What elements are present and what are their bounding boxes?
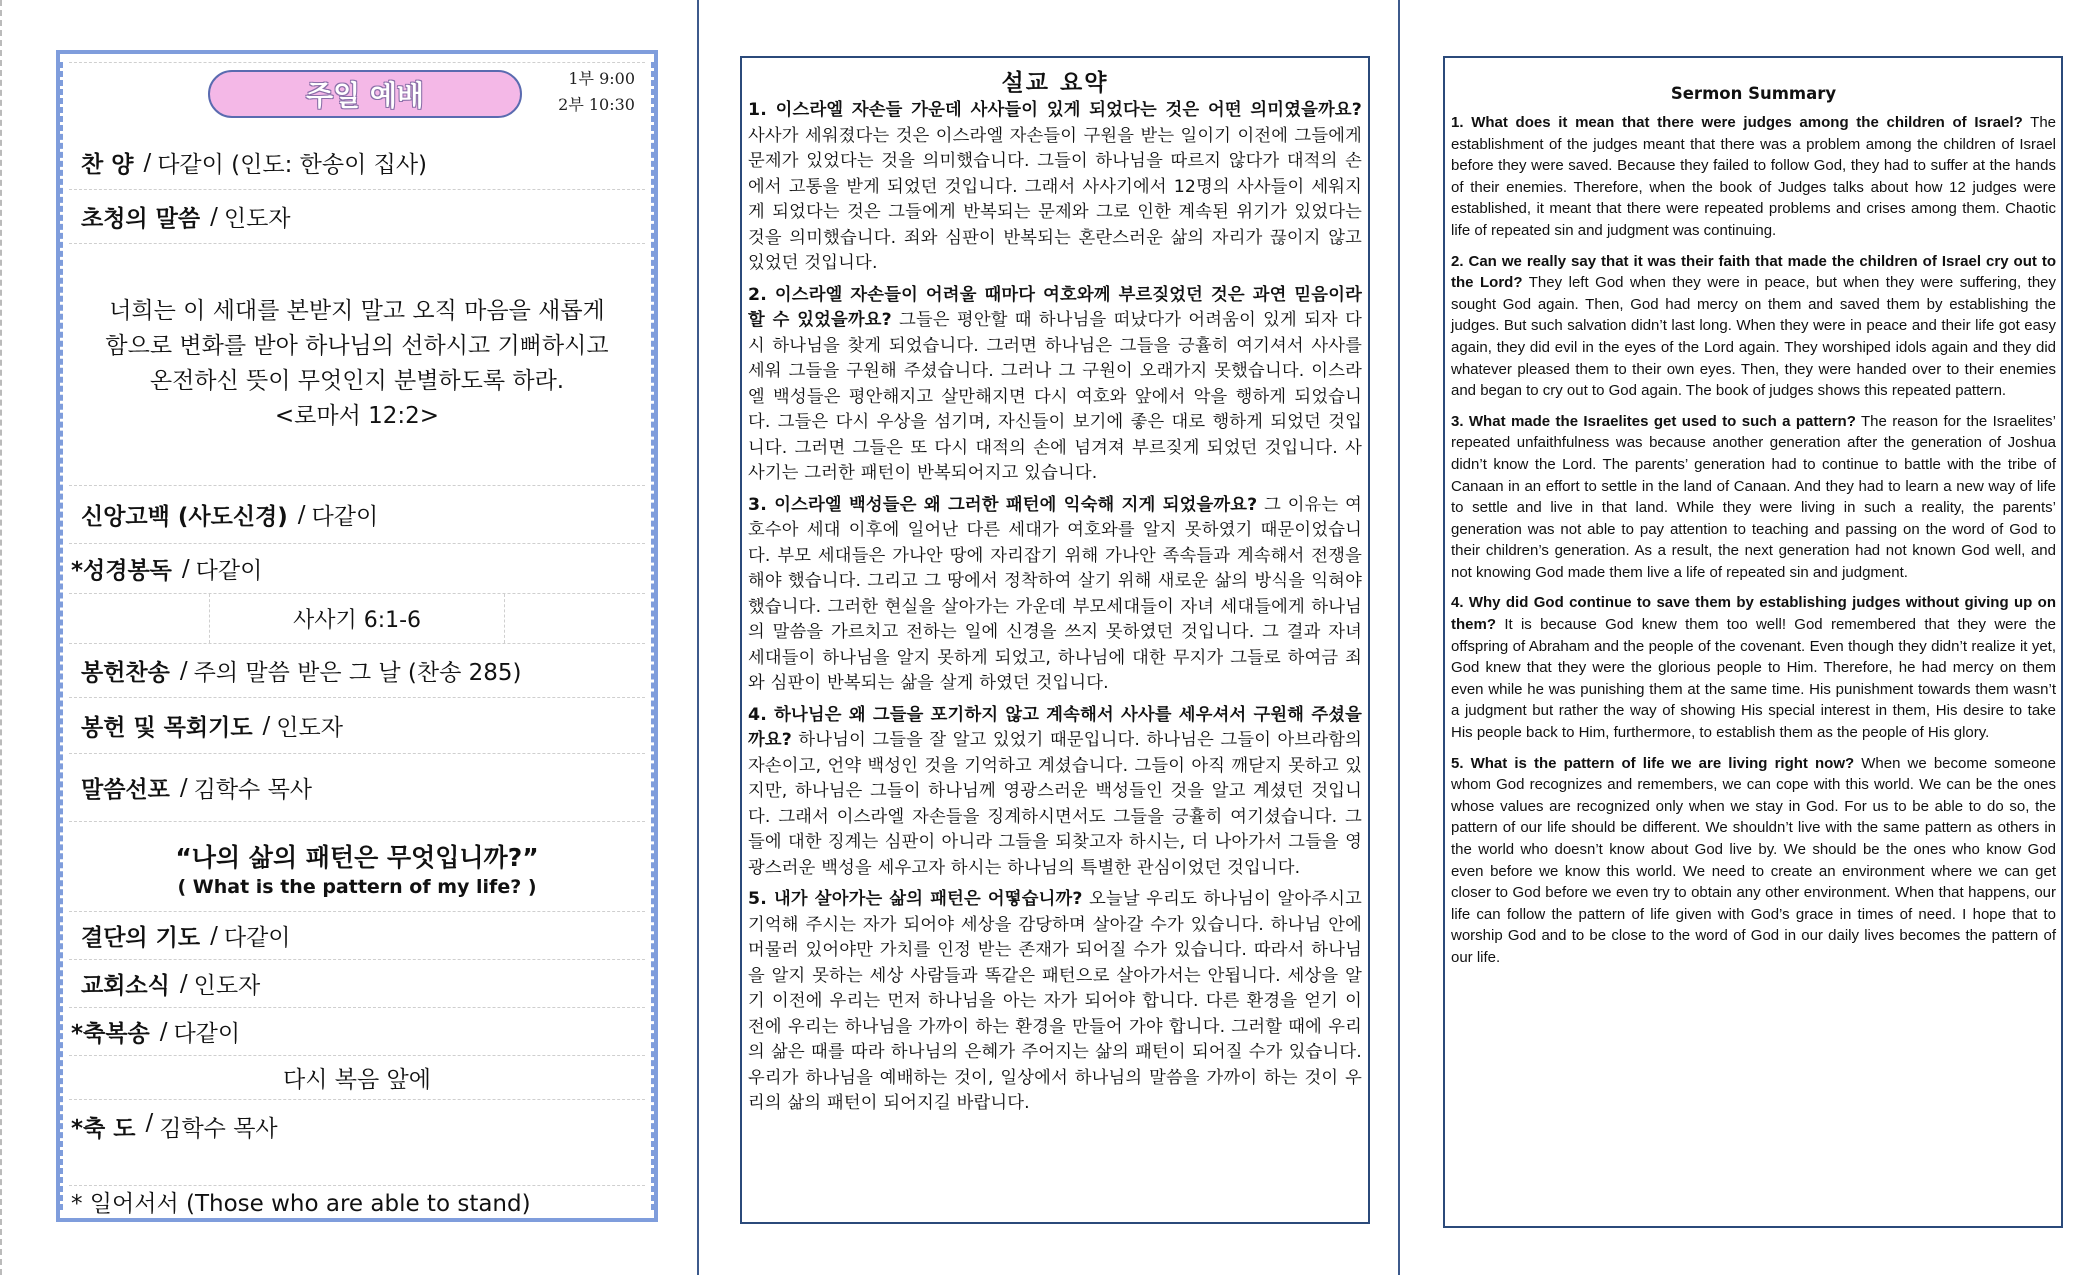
item-praise: 찬 양 / 다같이 (인도: 한송이 집사): [69, 136, 645, 190]
item-creed: 신앙고백 (사도신경) / 다같이: [69, 486, 645, 544]
item-sermon: 말씀선포 / 김학수 목사: [69, 754, 645, 822]
answer: When we become someone whom God recognizes and remembers, we can cope with this world. We can be the ones whose values are recognized only when we stay in God. For us to be able to do so, the pattern of our life should be different. We shouldn’t live with the same pattern as others in the world who doesn’t know about God live by. We should be the ones who know God even before we know this world. We need to create an environment where we can get closer to God before we even try to obtain any other environment. When that happens, our life can follow the pattern of life given with God’s grace in times of need. I hope that to worship God and to be close to the word of God in our daily lives becomes the pattern of our life.: [1451, 754, 2056, 966]
fold-line-left: [0, 0, 2, 1275]
answer: 오늘날 우리도 하나님이 알아주시고 기억해 주시는 자가 되어야 세상을 감당하며 살아갈 수가 있습니다. 하나님 안에 머물러 있어야만 가치를 인정 받는 존재가 되어질 수가 있습니다. 따라서 하나님을 알지 못하는 세상 사람들과 똑같은 패턴으로 살아가서는 안됩니다. 세상을 알기 이전에 우리는 먼저 하나님을 아는 자가 되어야 합니다. 다른 환경을 얻기 이전에 우리는 하나님을 가까이 하는 환경을 만들어 가야 합니다. 그러할 때에 우리의 삶은 때를 따라 하나님의 은혜가 주어지는 삶의 패턴이 되어질 수가 있습니다. 우리가 하나님을 예배하는 것이, 일상에서 하나님의 말씀을 가까이 하는 것이 우리의 삶의 패턴이 되어지길 바랍니다.: [748, 889, 1362, 1113]
closing-song: [69, 1056, 645, 1100]
answer: The reason for the Israelites’ repeated unfaithfulness was because another generation after the generation of Joshua didn’t know the Lord. The parents’ generation had to continue to battle with the tribe of Canaan in an effort to settle in the land of Canaan. And they had to learn a new way of life to settle and live in that land. While they were living in such a reality, the parents’ generation was not able to pay attention to teaching and passing on the word of God to their children’s generation. As a result, the next generation had not known God well, and not knowing God made them live a life of repeated sin and judgment.: [1451, 412, 2056, 581]
order-of-worship-panel: [56, 50, 658, 1222]
item-benediction: *축 도 / 김학수 목사: [69, 1100, 645, 1186]
question: 2. 이스라엘 자손들이 어려울 때마다 여호와께 부르짖었던 것은 과연 믿음이라 할 수 있었을까요?: [748, 284, 1362, 330]
summary-item-3: [748, 493, 1362, 697]
question: 2. Can we really say that it was their faith that made the children of Israel cry out to the Lord?: [1451, 252, 2056, 292]
item-label: 결단의 기도: [81, 925, 201, 951]
scripture-verse: [69, 280, 645, 486]
sermon-summary-english: [1443, 56, 2063, 1228]
summary-item-5: [1451, 753, 2056, 969]
summary-title-english: Sermon Summary: [1670, 84, 1837, 103]
answer: It is because God knew them too well! God remembered that they were the offspring of Abraham and the people of the covenant. Even though they didn’t realize it yet, God knew that they were the glorious people to Him. Therefore, he had mercy on them even while he was punishing them at the same time. His punishment towards them wasn’t a judgment but rather the way of showing His special interest in them, His desire to take His people back to Him, furthermore, to establish them as the people of His glory.: [1451, 616, 2056, 742]
worship-title: 주일 예배: [208, 70, 522, 118]
fold-line-1: [697, 0, 699, 1275]
summary-item-4: [748, 703, 1362, 882]
answer: They left God when they were in peace, but when they were suffering, they sought God again. Then, God had mercy on them and saved them by establishing the judges. But such salvation didn’t last long. When they were in peace and their life got easy again, they did evil in the eyes of the Lord again. They worshiped idols again and they did whatever pleased them to their own eyes. Then, they were handed over to their enemies and began to cry out to God again. The book of judges shows this repeated pattern.: [1451, 274, 2057, 400]
sermon-summary-korean: [740, 56, 1370, 1224]
sermon-title-korean: “나의 삶의 패턴은 무엇입니까?”: [175, 843, 539, 872]
scripture-passage: 사사기 6:1-6: [209, 594, 505, 643]
item-offering-hymn: 봉헌찬송 / 주의 말씀 받은 그 날 (찬송 285): [69, 644, 645, 698]
summary-item-2: [748, 283, 1362, 487]
sermon-title-english: ( What is the pattern of my life? ): [177, 876, 537, 898]
closing-song-title: 다시 복음 앞에: [283, 1067, 431, 1093]
service-time-2: 2부 10:30: [558, 95, 635, 114]
summary-item-1: [1451, 112, 2056, 242]
answer: 그 이유는 여호수아 세대 이후에 일어난 다른 세대가 여호와를 알지 못하였기 때문이었습니다. 부모 세대들은 가나안 땅에 자리잡기 위해 가나안 족속들과 계속해서 전쟁을 해야 했습니다. 그리고 그 땅에서 정착하여 살기 위해 새로운 삶의 방식을 익혀야 했습니다. 그러한 현실을 살아가는 가운데 부모세대들이 자녀 세대들에게 하나님의 말씀을 가르치고 전하는 일에 신경을 쓰지 못하였던 것입니다. 그 결과 자녀 세대들이 하나님을 알지 못하게 되었고, 하나님에 대한 무지가 그들로 하여금 죄와 심판이 반복되는 삶을 살게 하였던 것입니다.: [748, 494, 1362, 693]
item-value: 김학수 목사: [193, 777, 313, 803]
summary-item-4: [1451, 592, 2056, 743]
item-label: 봉헌찬송: [81, 660, 170, 686]
item-offering-prayer: 봉헌 및 목회기도 / 인도자: [69, 698, 645, 754]
item-church-news: 교회소식 / 인도자: [69, 960, 645, 1008]
summary-item-3: [1451, 411, 2056, 584]
item-decision-prayer: 결단의 기도 / 다같이: [69, 912, 645, 960]
stand-note: [69, 1186, 645, 1216]
item-value: 다같이: [173, 1021, 241, 1047]
item-value: 주의 말씀 받은 그 날 (찬송 285): [193, 660, 522, 686]
question: 5. What is the pattern of life we are living right now?: [1451, 754, 1855, 772]
stand-note-text: * 일어서서 (Those who are able to stand): [71, 1190, 531, 1217]
question: 1. 이스라엘 자손들 가운데 사사들이 있게 되었다는 것은 어떤 의미였을까요?: [748, 100, 1362, 120]
item-label: 교회소식: [81, 973, 170, 999]
question: 4. Why did God continue to save them by establishing judges without giving up on them?: [1451, 594, 2056, 634]
fold-line-2: [1398, 0, 1400, 1275]
item-value: 다같이: [223, 925, 291, 951]
summary-title-korean: 설교 요약: [1001, 70, 1109, 96]
scripture-passage-row: [69, 594, 645, 644]
item-label: 신앙고백 (사도신경): [81, 504, 288, 530]
item-blessing-song: *축복송 / 다같이: [69, 1008, 645, 1056]
item-value: 다같이 (인도: 한송이 집사): [157, 152, 428, 178]
answer: 사사가 세워졌다는 것은 이스라엘 자손들이 구원을 받는 일이기 이전에 그들에게 문제가 있었다는 것을 의미했습니다. 그들이 하나님을 따르지 않다가 대적의 손에서 고통을 받게 되었던 것입니다. 그래서 사사기에서 12명의 사사들이 세워지게 되었다는 것은 그들에게 반복되는 문제와 그로 인한 계속된 위기가 있었다는 것을 의미했습니다. 죄와 심판이 반복되는 혼란스러운 삶의 자리가 끊이지 않고 있었던 것입니다.: [748, 125, 1362, 273]
summary-item-1: [748, 98, 1362, 277]
verse-line: 함으로 변화를 받아 하나님의 선하시고 기뻐하시고: [105, 333, 609, 359]
question: 4. 하나님은 왜 그들을 포기하지 않고 계속해서 사사를 세우셔서 구원해 주셨을까요?: [748, 704, 1362, 750]
verse-line: 온전하신 뜻이 무엇인지 분별하도록 하라.: [149, 368, 565, 394]
item-label: 봉헌 및 목회기도: [81, 715, 253, 741]
service-time-1: 1부 9:00: [568, 69, 635, 88]
answer: 하나님이 그들을 잘 알고 있었기 때문입니다. 하나님은 그들이 아브라함의 자손이고, 언약 백성인 것을 기억하고 계셨습니다. 그들이 아직 깨닫지 못하고 있지만, 하나님은 그들이 하나님께 영광스러운 백성들인 것을 알고 계셨던 것입니다. 그래서 이스라엘 자손들을 징계하시면서도 그들을 긍휼히 여기셨습니다. 그들에 대한 징계는 심판이 아니라 그들을 되찾고자 하시는, 더 나아가서 그들을 영광스러운 백성을 세우고자 하시는 하나님의 특별한 관심이었던 것입니다.: [748, 730, 1362, 878]
verse-line: 너희는 이 세대를 본받지 말고 오직 마음을 새롭게: [109, 298, 605, 324]
item-value: 인도자: [223, 206, 291, 232]
item-label: 초청의 말씀: [81, 206, 201, 232]
item-value: 김학수 목사: [159, 1116, 278, 1142]
question: 3. What made the Israelites get used to such a pattern?: [1451, 412, 1856, 430]
question: 5. 내가 살아가는 삶의 패턴은 어떻습니까?: [748, 889, 1083, 909]
item-label: *축 도: [71, 1116, 136, 1142]
item-label: 말씀선포: [81, 777, 170, 803]
item-label: 찬 양: [81, 152, 134, 178]
question: 1. What does it mean that there were judges among the children of Israel?: [1451, 114, 2023, 131]
item-value: 인도자: [276, 715, 343, 741]
answer: 그들은 평안할 때 하나님을 떠났다가 어려움이 있게 되자 다시 하나님을 찾게 되었습니다. 그러면 하나님은 그들을 긍휼히 여기셔서 사사를 세워 그들을 구원해 주셨습니다. 그러나 그 구원이 오래가지 못했습니다. 이스라엘 백성들은 평안해지고 살만해지면 다시 여호와 앞에서 악을 행하게 되었습니다. 그들은 다시 우상을 섬기며, 자신들이 보기에 좋은 대로 행하게 되었던 것입니다. 그러면 그들은 또 다시 대적의 손에 넘겨져 부르짖게 되었던 것입니다. 사사기는 그러한 패턴이 반복되어지고 있습니다.: [748, 310, 1362, 483]
item-invitation: 초청의 말씀 / 인도자: [69, 190, 645, 244]
answer: The establishment of the judges meant that there was a problem among the children of Israel before they were saved. Because they failed to follow God, they had to suffer at the hands of their enemies. Therefore, when the book of Judges talks about how 12 judges were established, it meant that there were repeated problems and crises among them. Chaotic life of repeated sin and judgment was continuing.: [1451, 114, 2057, 239]
item-value: 다같이: [195, 558, 263, 584]
sermon-title: [69, 822, 645, 912]
item-label: *축복송: [71, 1021, 150, 1047]
verse-reference: <로마서 12:2>: [274, 403, 440, 429]
item-value: 인도자: [193, 973, 261, 999]
item-label: *성경봉독: [71, 558, 172, 584]
question: 3. 이스라엘 백성들은 왜 그러한 패턴에 익숙해 지게 되었을까요?: [748, 494, 1258, 515]
order-of-worship-frame: [60, 62, 654, 1217]
summary-item-5: [748, 887, 1362, 1117]
item-scripture-reading: *성경봉독 / 다같이: [69, 544, 645, 594]
item-value: 다같이: [311, 504, 379, 530]
summary-item-2: [1451, 251, 2056, 402]
